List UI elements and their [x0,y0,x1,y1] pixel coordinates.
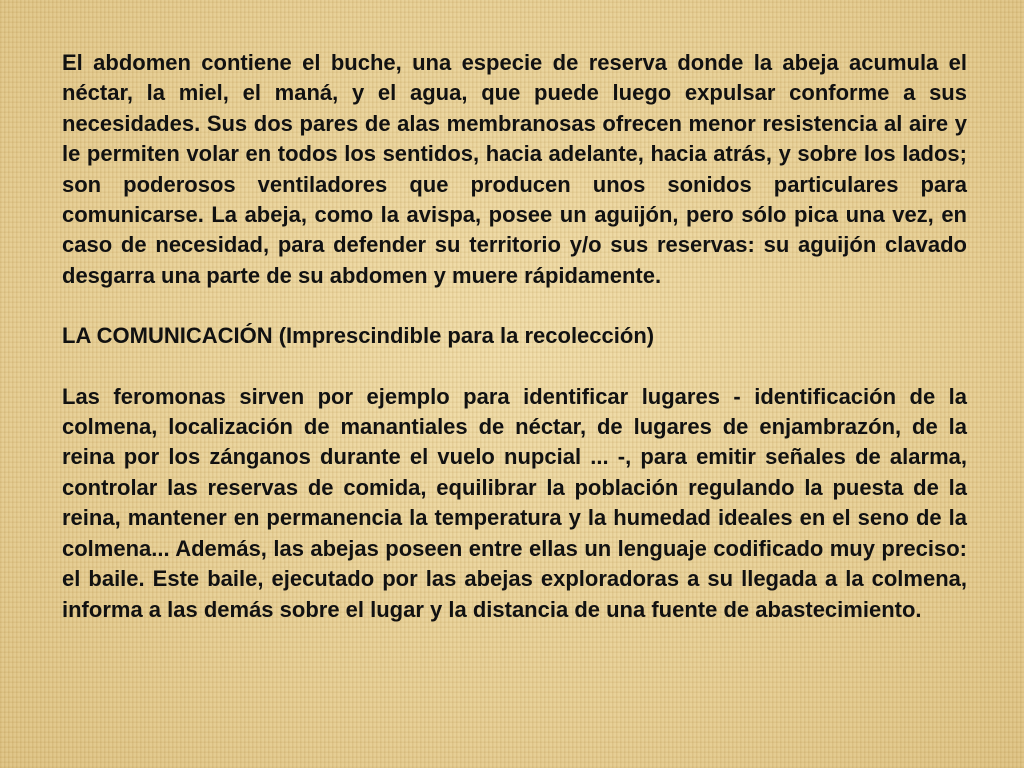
pheromones-paragraph: Las feromonas sirven por ejemplo para identificar lugares - identificación de la colmena, localización de manantiales de néctar, de lugares de enjambrazón, de la reina por los zánganos durante el vuelo nupcial ... -, para emitir señales de alarma, controlar las reservas de comida, equilibrar la población regulando la puesta de la reina, mantener en permanencia la temperatura y la humedad ideales en el seno de la colmena... Además, las abejas poseen entre ellas un lenguaje codificado muy preciso: el baile. Este baile, ejecutado por las abejas exploradoras a su llegada a la colmena, informa a las demás sobre el lugar y la distancia de una fuente de abastecimiento. [62,383,967,622]
slide-content [62,48,967,625]
section-heading: LA COMUNICACIÓN (Imprescindible para la recolección) [62,323,655,349]
abdomen-paragraph: El abdomen contiene el buche, una especie de reserva donde la abeja acumula el néctar, la miel, el maná, y el agua, que puede luego expulsar conforme a sus necesidades. Sus dos pares de alas membranosas ofrecen menor resistencia al aire y le permiten volar en todos los sentidos, hacia adelante, hacia atrás, y sobre los lados; son poderosos ventiladores que producen unos sonidos particulares para comunicarse. La abeja, como la avispa, posee un aguijón, pero sólo pica una vez, en caso de necesidad, para defender su territorio y/o sus reservas: su aguijón clavado desgarra una parte de su abdomen y muere rápidamente. [62,50,967,288]
